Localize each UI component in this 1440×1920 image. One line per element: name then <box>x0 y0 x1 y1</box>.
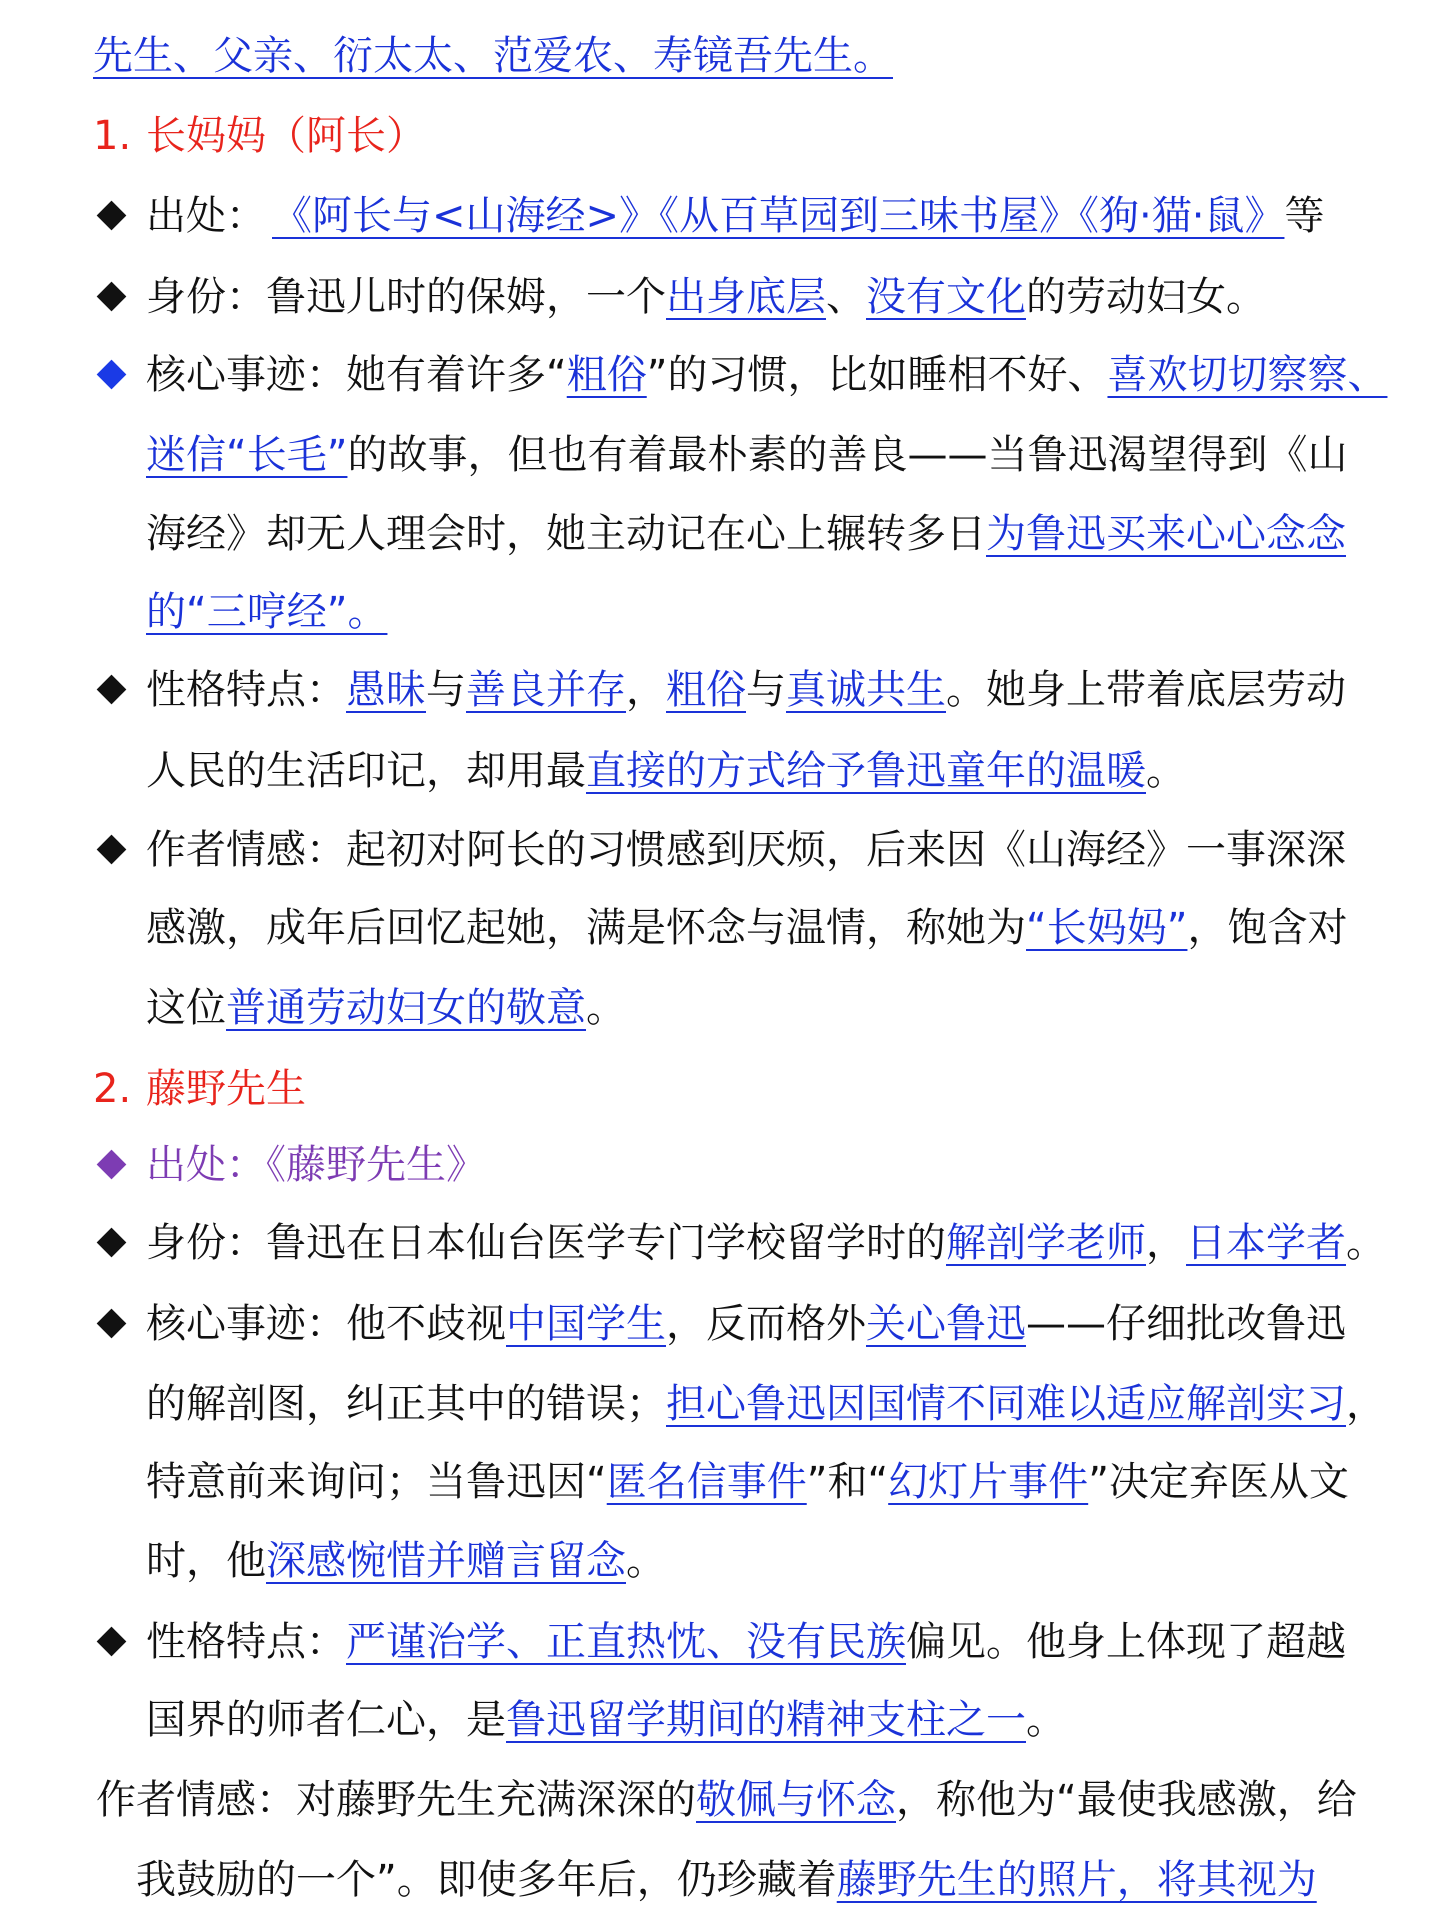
s1-identity-line <box>0 267 1440 327</box>
diamond-bullet-icon <box>97 1150 127 1180</box>
section2-number: 2. <box>93 1066 132 1112</box>
s2-traits-run: 国界的师者仁心，是 <box>146 1697 506 1743</box>
diamond-bullet-icon <box>97 675 127 705</box>
s1-deeds-text <box>146 504 1346 564</box>
s2-deeds-highlight: 深感惋惜并赠言留念 <box>266 1538 626 1584</box>
s1-source-works: 《阿长与<山海经>》《从百草园到三味书屋》《狗·猫·鼠》 <box>272 193 1285 239</box>
s2-identity-run: 。 <box>1346 1220 1386 1266</box>
s1-deeds-run: 核心事迹：她有着许多“ <box>146 352 567 398</box>
s1-feelings-run: 。 <box>586 985 626 1031</box>
section1-number: 1. <box>93 113 132 159</box>
s1-feelings-run: ，饱含对 <box>1187 905 1348 951</box>
s1-deeds-text <box>146 345 1387 405</box>
s2-feelings-line-1 <box>0 1770 1440 1830</box>
s2-feelings-line-2 <box>0 1850 1440 1910</box>
diamond-bullet-icon <box>97 282 127 312</box>
s2-deeds-highlight: 匿名信事件 <box>606 1459 807 1505</box>
s2-feelings-run: ，称他为“最使我感激，给 <box>896 1777 1357 1823</box>
s1-deeds-line-3 <box>0 504 1440 564</box>
s1-feelings-text <box>146 978 626 1038</box>
s1-deeds-line-1 <box>0 345 1440 405</box>
s2-deeds-text <box>146 1294 1346 1354</box>
intro-highlight: 先生、父亲、衍太太、范爱农、寿镜吾先生。 <box>93 33 893 79</box>
s2-traits-run: 性格特点： <box>146 1619 346 1665</box>
s2-deeds-text <box>146 1452 1349 1512</box>
s1-deeds-highlight: 喜欢切切察察、 <box>1107 352 1388 398</box>
s2-deeds-highlight: 中国学生 <box>506 1301 666 1347</box>
diamond-bullet-icon <box>97 1228 127 1258</box>
s2-deeds-run: ”决定弃医从文 <box>1088 1459 1349 1505</box>
intro-text <box>93 26 893 86</box>
s2-traits-line-2 <box>0 1690 1440 1750</box>
s1-deeds-highlight: 的“三哼经”。 <box>146 589 388 635</box>
s1-deeds-highlight: 粗俗 <box>566 352 647 398</box>
s2-deeds-run: ”和“ <box>806 1459 889 1505</box>
s1-deeds-run: 的故事，但也有着最朴素的善良——当鲁迅渴望得到《山 <box>347 432 1348 478</box>
s2-deeds-run: 的解剖图，纠正其中的错误； <box>146 1381 666 1427</box>
s2-deeds-run: 时，他 <box>146 1538 266 1584</box>
s1-traits-run: 。 <box>1146 748 1186 794</box>
s1-identity-run: 的劳动妇女。 <box>1026 274 1266 320</box>
s1-traits-highlight: 粗俗 <box>666 667 746 713</box>
section2-title: 藤野先生 <box>146 1066 306 1112</box>
diamond-bullet-icon <box>97 1627 127 1657</box>
s2-source: 出处：《藤野先生》 <box>146 1142 486 1188</box>
s2-identity-text <box>146 1213 1386 1273</box>
s1-identity-text <box>146 267 1266 327</box>
s1-deeds-text <box>146 582 387 642</box>
s1-deeds-highlight: 为鲁迅买来心心念念 <box>986 511 1346 557</box>
s1-source-label: 出处： <box>146 193 266 239</box>
s1-traits-text <box>146 741 1186 801</box>
s2-source-text <box>146 1135 486 1195</box>
s2-traits-highlight: 鲁迅留学期间的精神支柱之一 <box>506 1697 1026 1743</box>
s2-feelings-highlight: 藤野先生的照片，将其视为 <box>836 1857 1317 1903</box>
s1-feelings-highlight: “长妈妈” <box>1026 905 1188 951</box>
s1-source-text <box>146 186 1324 246</box>
s2-identity-highlight: 日本学者 <box>1186 1220 1346 1266</box>
s2-deeds-highlight: 幻灯片事件 <box>888 1459 1089 1505</box>
s1-identity-run: 、 <box>826 274 866 320</box>
s1-feelings-text <box>146 820 1346 880</box>
s1-traits-highlight: 善良并存 <box>466 667 626 713</box>
s2-identity-highlight: 解剖学老师 <box>946 1220 1146 1266</box>
s1-feelings-text <box>146 898 1347 958</box>
s2-feelings-text <box>96 1770 1357 1830</box>
s1-feelings-run: 感激，成年后回忆起她，满是怀念与温情，称她为 <box>146 905 1026 951</box>
s2-identity-line <box>0 1213 1440 1273</box>
s2-deeds-line-4 <box>0 1531 1440 1591</box>
s1-deeds-highlight: 迷信“长毛” <box>146 432 348 478</box>
s2-identity-run: ， <box>1146 1220 1186 1266</box>
s1-traits-text <box>146 660 1346 720</box>
s1-feelings-run: 这位 <box>146 985 226 1031</box>
s1-identity-highlight: 没有文化 <box>866 274 1026 320</box>
s1-traits-run: 人民的生活印记，却用最 <box>146 748 586 794</box>
s2-deeds-text <box>146 1374 1386 1434</box>
s2-traits-run: 偏见。他身上体现了超越 <box>906 1619 1346 1665</box>
s2-deeds-line-1 <box>0 1294 1440 1354</box>
s1-deeds-text <box>146 425 1347 485</box>
s1-source-tail: 等 <box>1284 193 1325 239</box>
s1-traits-run: 与 <box>746 667 786 713</box>
s1-feelings-line-2 <box>0 898 1440 958</box>
s2-deeds-text <box>146 1531 666 1591</box>
s1-source-line <box>0 186 1440 246</box>
s1-traits-highlight: 直接的方式给予鲁迅童年的温暖 <box>586 748 1146 794</box>
s1-feelings-line-3 <box>0 978 1440 1038</box>
s2-deeds-run: 核心事迹：他不歧视 <box>146 1301 506 1347</box>
s2-traits-highlight: 严谨治学、正直热忱、没有民族 <box>346 1619 906 1665</box>
s1-traits-run: 。她身上带着底层劳动 <box>946 667 1346 713</box>
s2-feelings-run: 我鼓励的一个”。即使多年后，仍珍藏着 <box>136 1857 837 1903</box>
s1-identity-highlight: 出身底层 <box>666 274 826 320</box>
s2-deeds-run: ——仔细批改鲁迅 <box>1026 1301 1346 1347</box>
section1-title: 长妈妈（阿长） <box>146 113 426 159</box>
s1-traits-highlight: 愚昧 <box>346 667 426 713</box>
s2-feelings-text <box>136 1850 1317 1910</box>
diamond-bullet-icon <box>97 1309 127 1339</box>
intro-line <box>0 26 1440 86</box>
s2-deeds-run: ， <box>1346 1381 1386 1427</box>
s1-feelings-run: 作者情感：起初对阿长的习惯感到厌烦，后来因《山海经》一事深深 <box>146 827 1346 873</box>
diamond-bullet-icon <box>97 360 127 390</box>
s2-source-line <box>0 1135 1440 1195</box>
s1-identity-run: 身份：鲁迅儿时的保姆，一个 <box>146 274 666 320</box>
s1-deeds-line-2 <box>0 425 1440 485</box>
s2-deeds-run: 特意前来询问；当鲁迅因“ <box>146 1459 607 1505</box>
s2-traits-run: 。 <box>1026 1697 1066 1743</box>
s1-deeds-run: 海经》却无人理会时，她主动记在心上辗转多日 <box>146 511 986 557</box>
s2-deeds-line-2 <box>0 1374 1440 1434</box>
s1-traits-run: 与 <box>426 667 466 713</box>
s1-deeds-line-4 <box>0 582 1440 642</box>
s2-deeds-run: ，反而格外 <box>666 1301 866 1347</box>
section2-heading <box>0 1059 1440 1119</box>
s2-identity-run: 身份：鲁迅在日本仙台医学专门学校留学时的 <box>146 1220 946 1266</box>
s2-deeds-highlight: 关心鲁迅 <box>866 1301 1026 1347</box>
s1-deeds-run: ”的习惯，比如睡相不好、 <box>646 352 1108 398</box>
s1-feelings-line-1 <box>0 820 1440 880</box>
s2-deeds-highlight: 担心鲁迅因国情不同难以适应解剖实习 <box>666 1381 1346 1427</box>
s1-traits-line-1 <box>0 660 1440 720</box>
s2-deeds-run: 。 <box>626 1538 666 1584</box>
s2-traits-text <box>146 1612 1346 1672</box>
s1-traits-run: ， <box>626 667 666 713</box>
s2-deeds-line-3 <box>0 1452 1440 1512</box>
section1-heading <box>0 106 1440 166</box>
diamond-bullet-icon <box>97 201 127 231</box>
s2-feelings-run: 作者情感：对藤野先生充满深深的 <box>96 1777 696 1823</box>
s1-traits-line-2 <box>0 741 1440 801</box>
s1-traits-run: 性格特点： <box>146 667 346 713</box>
diamond-bullet-icon <box>97 835 127 865</box>
s2-traits-line-1 <box>0 1612 1440 1672</box>
s1-traits-highlight: 真诚共生 <box>786 667 946 713</box>
s1-feelings-highlight: 普通劳动妇女的敬意 <box>226 985 586 1031</box>
s2-traits-text <box>146 1690 1066 1750</box>
s2-feelings-highlight: 敬佩与怀念 <box>696 1777 896 1823</box>
